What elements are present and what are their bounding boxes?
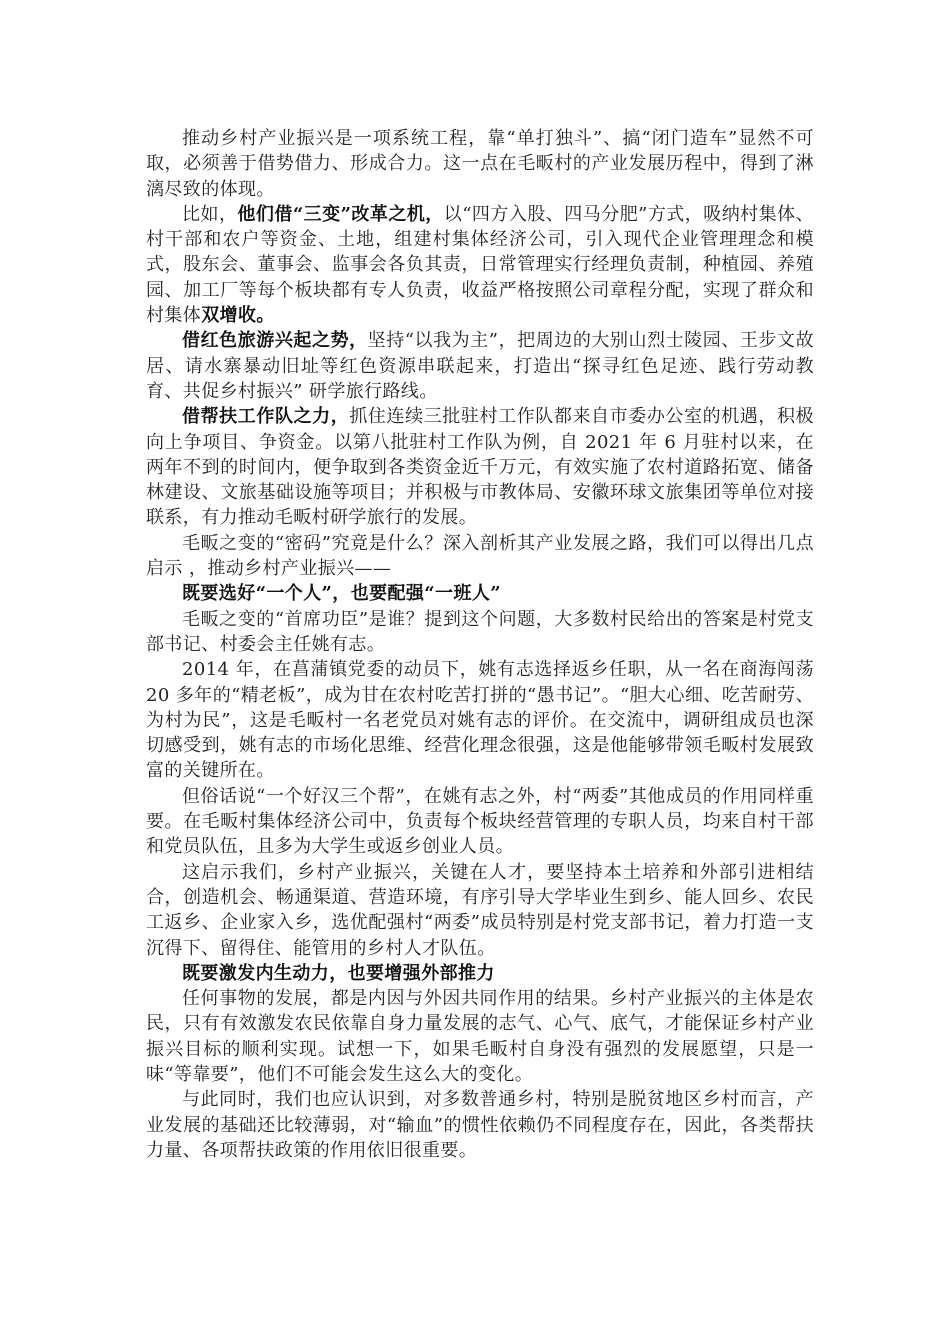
paragraph-text: 推动乡村产业振兴是一项系统工程，靠“单打独斗”、搞“闭门造车”显然不可取，必须善于借势借力、形成合力。这一点在毛畈村的产业发展历程中，得到了淋漓尽致的体现。 bbox=[146, 128, 814, 200]
section-heading-2 bbox=[146, 961, 814, 986]
paragraph-12 bbox=[146, 986, 814, 1087]
paragraph-text: 2014 年，在菖蒲镇党委的动员下，姚有志选择返乡任职，从一名在商海闯荡 20 多年的“精老板”，成为甘在农村吃苦打拼的“愚书记”。“胆大心细、吃苦耐劳、为村为民”，这是毛畈村一名老党员对姚有志的评价。在交流中，调研组成员也深切感受到，姚有志的市场化思维、经营化理念很强，这是他能够带领毛畈村发展致富的关键所在。 bbox=[146, 659, 814, 782]
paragraph-text: 毛畈之变的“密码”究竟是什么？深入剖析其产业发展之路，我们可以得出几点启示 ，推动乡村产业振兴—— bbox=[146, 532, 814, 580]
paragraph-4 bbox=[146, 404, 814, 530]
section-heading-1 bbox=[146, 581, 814, 606]
paragraph-9 bbox=[146, 784, 814, 860]
paragraph-text: 这启示我们，乡村产业振兴，关键在人才，要坚持本土培养和外部引进相结合，创造机会、畅通渠道、营造环境，有序引导大学毕业生到乡、能人回乡、农民工返乡、企业家入乡，选优配强村“两委”成员特别是村党支部书记，着力打造一支沉得下、留得住、能管用的乡村人才队伍。 bbox=[146, 861, 814, 959]
paragraph-3 bbox=[146, 328, 814, 404]
bold-phrase: 借红色旅游兴起之势， bbox=[182, 330, 368, 352]
bold-phrase: 借帮扶工作队之力， bbox=[182, 406, 350, 428]
paragraph-text: 以“四方入股、四马分肥”方式，吸纳村集体、村干部和农户等资金、土地，组建村集体经济公司，引入现代企业管理理念和模式，股东会、董事会、监事会各负其责，日常管理实行经理负责制，种植园、养殖园、加工厂等每个板块都有专人负责，收益严格按照公司章程分配，实现了群众和村集体 bbox=[146, 203, 814, 327]
heading-text: 既要激发内生动力，也要增强外部推力 bbox=[182, 962, 495, 984]
paragraph-text: 坚持“以我为主”，把周边的大别山烈士陵园、王步文故居、请水寨暴动旧址等红色资源串联起来，打造出“探寻红色足迹、践行劳动教育、共促乡村振兴” 研学旅行路线。 bbox=[146, 330, 815, 402]
heading-text: 既要选好“一个人”，也要配强“一班人” bbox=[182, 583, 502, 605]
paragraph-text: 与此同时，我们也应认识到，对多数普通乡村，特别是脱贫地区乡村而言，产业发展的基础还比较薄弱，对“输血”的惯性依赖仍不同程度存在，因此，各类帮扶力量、各项帮扶政策的作用依旧很重要。 bbox=[146, 1089, 814, 1161]
bold-phrase: 双增收。 bbox=[201, 305, 275, 327]
bold-phrase: 他们借“三变”改革之机， bbox=[237, 203, 444, 225]
paragraph-text: 抓住连续三批驻村工作队都来自市委办公室的机遇，积极向上争项目、争资金。以第八批驻村工作队为例，自 2021 年 6 月驻村以来，在两年不到的时间内，便争取到各类资金近千万元，有效实施了农村道路拓宽、储备林建设、文旅基础设施等项目；并积极与市教体局、安徽环球文旅集团等单位对接联系，有力推动毛畈村研学旅行的发展。 bbox=[146, 406, 814, 529]
paragraph-text: 比如， bbox=[182, 203, 238, 225]
paragraph-5 bbox=[146, 531, 814, 582]
paragraph-text: 毛畈之变的“首席功臣”是谁？提到这个问题，大多数村民给出的答案是村党支部书记、村委会主任姚有志。 bbox=[146, 608, 814, 655]
paragraph-2 bbox=[146, 202, 814, 328]
paragraph-10 bbox=[146, 860, 814, 961]
document-page bbox=[146, 126, 814, 1163]
paragraph-text: 但俗话说“一个好汉三个帮”，在姚有志之外，村“两委”其他成员的作用同样重要。在毛畈村集体经济公司中，负责每个板块经营管理的专职人员，均来自村干部和党员队伍，且多为大学生或返乡创业人员。 bbox=[146, 785, 814, 858]
paragraph-text: 任何事物的发展，都是内因与外因共同作用的结果。乡村产业振兴的主体是农民，只有有效激发农民依靠自身力量发展的志气、心气、底气，才能保证乡村产业振兴目标的顺利实现。试想一下，如果毛畈村自身没有强烈的发展愿望，只是一味“等靠要”，他们不可能会发生这么大的变化。 bbox=[146, 988, 814, 1085]
paragraph-13 bbox=[146, 1087, 814, 1163]
paragraph-7 bbox=[146, 607, 814, 658]
paragraph-1 bbox=[146, 126, 814, 202]
paragraph-8 bbox=[146, 657, 814, 783]
